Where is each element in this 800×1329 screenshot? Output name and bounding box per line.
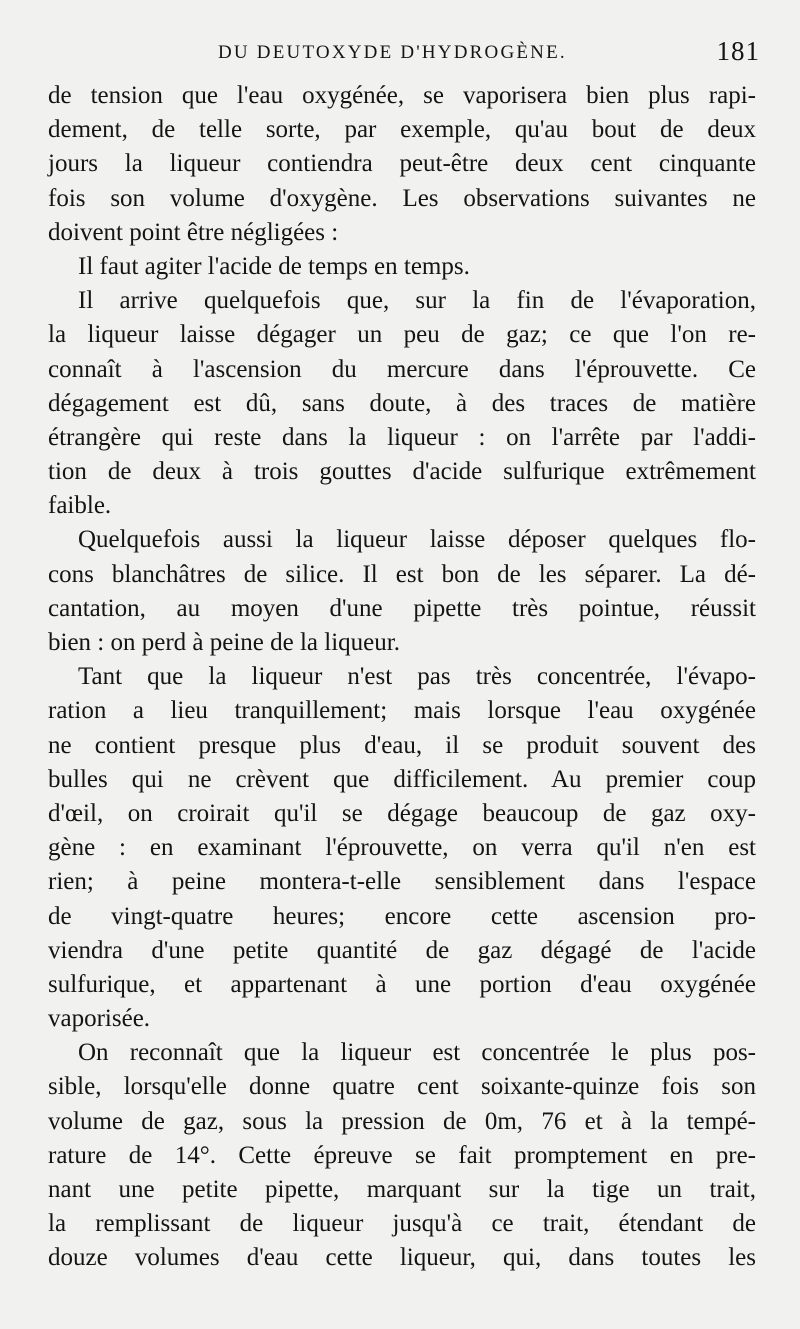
text-line: cons blanchâtres de silice. Il est bon de les séparer. La dé- — [48, 560, 756, 588]
text-line: gène : en examinant l'éprouvette, on verra qu'il n'en est — [48, 834, 756, 862]
paragraph — [48, 1036, 756, 1275]
text-line: rature de 14°. Cette épreuve se fait promptement en pre- — [48, 1141, 756, 1169]
text-line: sulfurique, et appartenant à une portion d'eau oxygénée — [48, 970, 756, 998]
text-line: Il faut agiter l'acide de temps en temps. — [78, 252, 470, 280]
text-line: d'œil, on croirait qu'il se dégage beaucoup de gaz oxy- — [48, 799, 756, 827]
text-line: doivent point être négligées : — [48, 218, 339, 246]
text-line: la liqueur laisse dégager un peu de gaz; ce que l'on re- — [48, 321, 756, 349]
page-header — [48, 36, 760, 76]
text-line: cantation, au moyen d'une pipette très pointue, réussit — [48, 594, 756, 622]
text-line: rien; à peine montera-t-elle sensiblement dans l'espace — [48, 868, 756, 896]
text-line: viendra d'une petite quantité de gaz dégagé de l'acide — [48, 936, 756, 964]
body-text — [48, 79, 756, 1276]
text-line: tion de deux à trois gouttes d'acide sulfurique extrêmement — [48, 458, 756, 486]
paragraph — [48, 79, 756, 250]
text-line: Il arrive quelquefois que, sur la fin de l'évaporation, — [78, 287, 756, 315]
text-line: dement, de telle sorte, par exemple, qu'au bout de deux — [48, 116, 756, 144]
page-number: 181 — [716, 36, 760, 66]
paragraph — [48, 284, 756, 523]
text-line: de vingt-quatre heures; encore cette ascension pro- — [48, 902, 756, 930]
text-line: vaporisée. — [48, 1005, 151, 1033]
text-line: Tant que la liqueur n'est pas très concentrée, l'évapo- — [78, 663, 756, 691]
paragraph — [48, 250, 756, 284]
text-line: ne contient presque plus d'eau, il se produit souvent des — [48, 731, 756, 759]
text-line: nant une petite pipette, marquant sur la tige un trait, — [48, 1176, 756, 1203]
running-title: DU DEUTOXYDE D'HYDROGÈNE. — [218, 42, 567, 63]
text-line: étrangère qui reste dans la liqueur : on l'arrête par l'addi- — [48, 423, 756, 451]
text-line: jours la liqueur contiendra peut-être deux cent cinquante — [48, 150, 756, 178]
paragraph — [48, 523, 756, 660]
text-line: sible, lorsqu'elle donne quatre cent soixante-quinze fois son — [48, 1073, 756, 1101]
text-line: dégagement est dû, sans doute, à des traces de matière — [48, 389, 756, 417]
text-line: fois son volume d'oxygène. Les observations suivantes ne — [48, 184, 756, 212]
text-line: volume de gaz, sous la pression de 0m, 76 et à la tempé- — [48, 1107, 756, 1135]
text-line: ration a lieu tranquillement; mais lorsque l'eau oxygénée — [48, 697, 756, 725]
text-line: faible. — [48, 492, 112, 520]
text-line: On reconnaît que la liqueur est concentrée le plus pos- — [78, 1039, 756, 1067]
text-line: douze volumes d'eau cette liqueur, qui, dans toutes les — [48, 1244, 756, 1272]
text-line: bulles qui ne crèvent que difficilement. Au premier coup — [48, 765, 756, 793]
text-line: de tension que l'eau oxygénée, se vaporisera bien plus rapi- — [48, 82, 756, 109]
text-line: Quelquefois aussi la liqueur laisse déposer quelques flo- — [78, 526, 756, 554]
paragraph — [48, 660, 756, 1036]
text-line: connaît à l'ascension du mercure dans l'éprouvette. Ce — [48, 355, 756, 383]
text-line: bien : on perd à peine de la liqueur. — [48, 629, 400, 656]
text-line: la remplissant de liqueur jusqu'à ce trait, étendant de — [48, 1210, 756, 1238]
